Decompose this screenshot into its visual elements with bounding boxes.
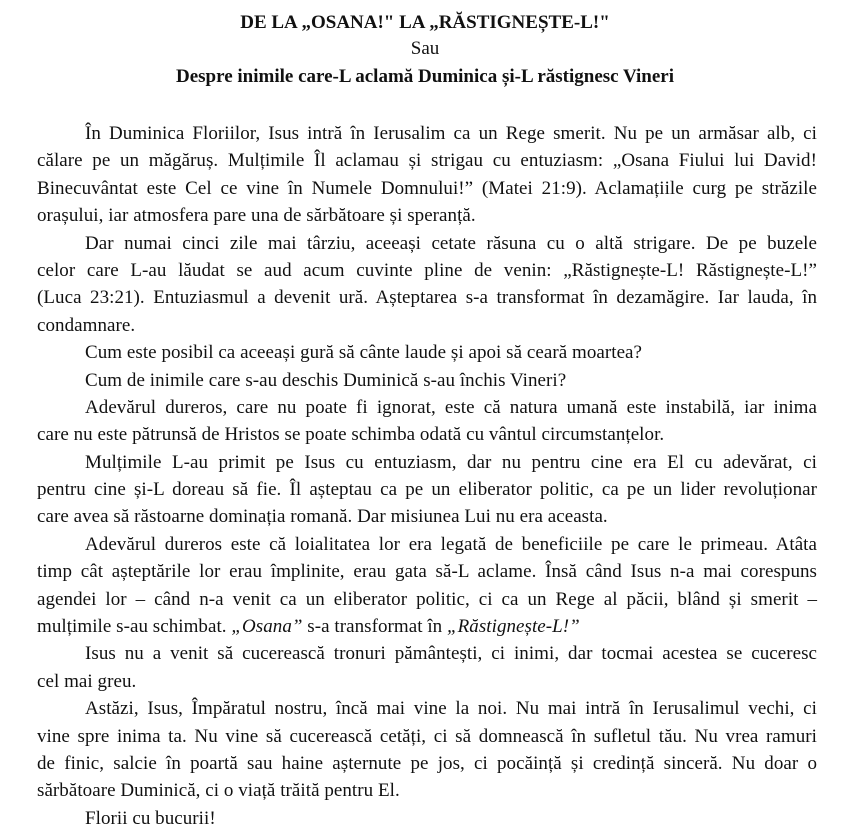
line-text: s-a transformat în: [302, 616, 448, 638]
paragraph-line: celor care L-au lăudat se aud acum cuvinte pline de venin: „Răstignește-L! Răstignește-L!”: [37, 259, 817, 281]
paragraph-line: sărbătoare Duminică, ci o viață trăită pentru El.: [37, 780, 400, 802]
paragraph-line: Cum de inimile care s-au deschis Duminică s-au închis Vineri?: [85, 369, 567, 391]
paragraph-line: care nu este pătrunsă de Hristos se poate schimba odată cu vântul circumstanțelor.: [37, 424, 665, 446]
document-title: DE LA „OSANA!" LA „RĂSTIGNEȘTE-L!": [240, 12, 610, 33]
document-body: [37, 120, 817, 832]
paragraph-line: Astăzi, Isus, Împăratul nostru, încă mai vine la noi. Nu mai intră în Ierusalimul vechi, ci: [85, 698, 817, 720]
paragraph-line: orașului, iar atmosfera pare una de sărbătoare și speranță.: [37, 205, 476, 227]
paragraph-line: Adevărul dureros este că loialitatea lor era legată de beneficiile pe care le primeau. Atâta: [85, 533, 817, 555]
paragraph-line: Mulțimile L-au primit pe Isus cu entuziasm, dar nu pentru cine era El cu adevărat, ci: [85, 451, 817, 473]
paragraph-line: (Luca 23:21). Entuziasmul a devenit ură. Așteptarea s-a transformat în dezamăgire. Iar lauda, în: [37, 287, 817, 309]
paragraph-line: În Duminica Floriilor, Isus intră în Ierusalim ca un Rege smerit. Nu pe un armăsar alb, ci: [85, 123, 817, 144]
paragraph-line: Florii cu bucurii!: [85, 807, 216, 829]
paragraph-line: Dar numai cinci zile mai târziu, aceeași cetate răsuna cu o altă strigare. De pe buzele: [85, 232, 817, 254]
italic-quote: „Răstignește-L!”: [447, 616, 580, 638]
document-subtitle: Despre inimile care-L aclamă Duminica și-L răstignesc Vineri: [176, 66, 674, 87]
paragraph-line: Binecuvântat este Cel ce vine în Numele Domnului!” (Matei 21:9). Aclamațiile curg pe străzile: [37, 177, 817, 199]
italic-quote: „Osana”: [231, 616, 303, 638]
paragraph-line: care avea să răstoarne dominația romană. Dar misiunea Lui nu era aceasta.: [37, 506, 608, 528]
paragraph-line: de finic, salcie în poartă sau haine așternute pe jos, ci pocăință și credință sinceră. Nu doar o: [37, 752, 817, 774]
paragraph-line: timp cât așteptările lor erau împlinite, erau gata să-L aclame. Însă când Isus n-a mai corespuns: [37, 561, 817, 583]
line-text: mulțimile s-au schimbat.: [37, 616, 232, 638]
paragraph-line: agendei lor – când n-a venit ca un eliberator politic, ci ca un Rege al păcii, blând și smerit –: [37, 588, 817, 610]
paragraph-line: Cum este posibil ca aceeași gură să cânte laude și apoi să ceară moartea?: [85, 342, 643, 364]
paragraph-line: Isus nu a venit să cucerească tronuri pământești, ci inimi, dar tocmai acestea se cuceresc: [85, 643, 817, 665]
paragraph-line: [37, 613, 817, 640]
paragraph-line: Adevărul dureros, care nu poate fi ignorat, este că natura umană este instabilă, iar inima: [85, 396, 817, 418]
paragraph-line: călare pe un măgăruș. Mulțimile Îl aclamau și strigau cu entuziasm: „Osana Fiului lui David!: [37, 150, 817, 172]
title-connector: Sau: [410, 38, 440, 59]
paragraph-line: vine spre inima ta. Nu vine să cucerească cetăți, ci să domnească în sufletul tău. Nu vrea ramuri: [37, 725, 817, 747]
paragraph-line: condamnare.: [37, 314, 136, 336]
paragraph-line: pentru cine și-L doreau să fie. Îl așteptau ca pe un eliberator politic, ca pe un lider revoluționar: [37, 479, 817, 501]
paragraph-line: cel mai greu.: [37, 670, 137, 692]
